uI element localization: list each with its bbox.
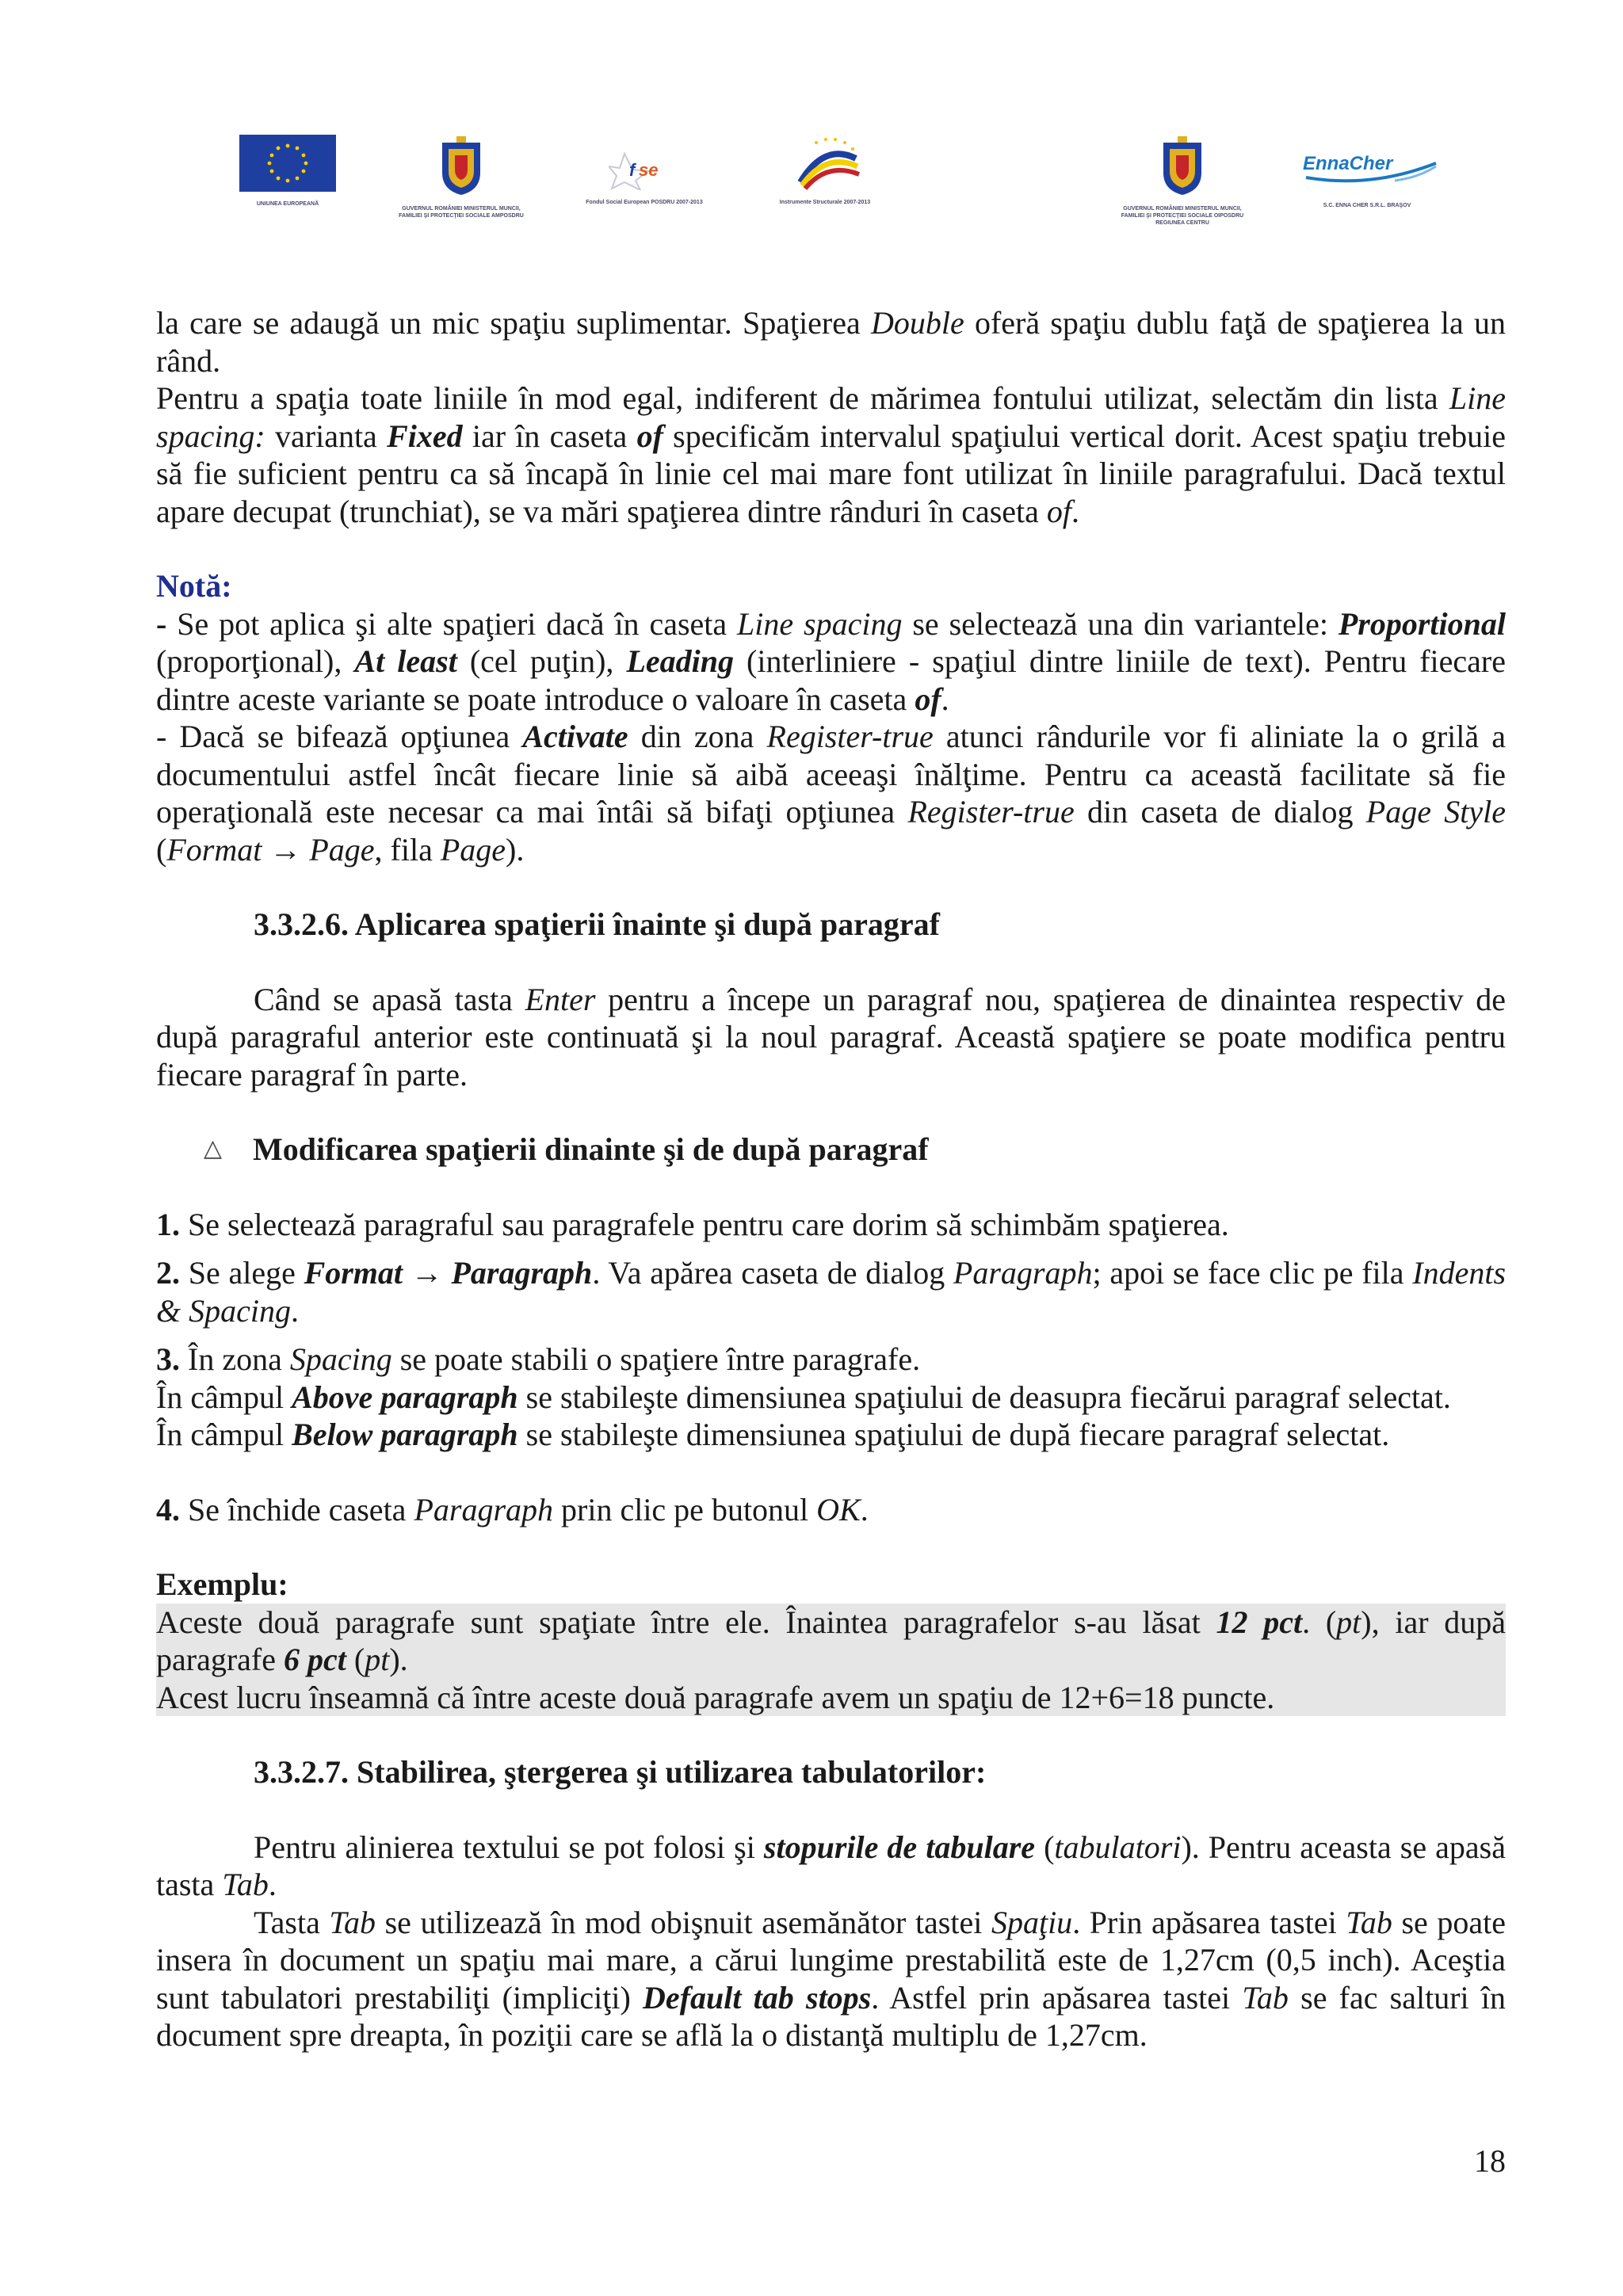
step-item: 3. În zona Spacing se poate stabili o spaţiere între paragrafe. xyxy=(156,1341,921,1377)
step-item: În câmpul Below paragraph se stabileşte dimensiunea spaţiului de după fiecare paragraf selectat. xyxy=(156,1417,1390,1452)
instrumente-structurale-logo xyxy=(779,135,876,206)
document-body xyxy=(156,304,1506,2054)
coat-of-arms-icon xyxy=(437,135,485,196)
logo-caption: GUVERNUL ROMÂNIEI MINISTERUL MUNCII, FAMILIEI ŞI PROTECŢIEI SOCIALE OIPOSDRU REGIUNEA CENTRU xyxy=(1121,206,1244,226)
example-box xyxy=(156,1604,1506,1717)
fse-icon xyxy=(609,151,680,190)
page-number: 18 xyxy=(1474,2143,1506,2179)
note-item: - Dacă se bifează opţiunea Activate din zona Register-true atunci rândurile vor fi aliniate la o grilă a documentului astfel încât fiecare linie să aibă aceeaşi înălţime. Pentru ca această facilitate să fie operaţională este necesar ca mai întâi să bifaţi opţiunea Register-true din caseta de dialog Page Style (Format → Page, fila Page). xyxy=(156,719,1506,868)
coat-of-arms-logo-2 xyxy=(1121,135,1254,227)
logo-caption: Fondul Social European POSDRU 2007-2013 xyxy=(586,200,703,205)
coat-of-arms-logo xyxy=(399,135,529,219)
logo-caption: Instrumente Structurale 2007-2013 xyxy=(779,200,871,205)
triangle-bullet-icon: △ xyxy=(204,1135,223,1161)
step-item: 1. Se selectează paragraful sau paragrafele pentru care dorim să schimbăm spaţierea. xyxy=(156,1206,1229,1242)
paragraph: Pentru a spaţia toate liniile în mod egal, indiferent de mărimea fontului utilizat, selectăm din lista Line spacing: varianta Fixed iar în caseta of specificăm intervalul spaţiului vertical dorit. Acest spaţiu trebuie să fie suficient pentru ca să încapă în linie cel mai mare font utilizat în liniile paragrafului. Dacă textul apare decupat (trunchiat), se va mări spaţierea dintre rânduri în caseta of. xyxy=(156,380,1507,529)
paragraph: Pentru alinierea textului se pot folosi şi stopurile de tabulare (tabulatori). Pentru aceasta se apasă tasta Tab. xyxy=(156,1829,1506,1902)
paragraph: Când se apasă tasta Enter pentru a începe un paragraf nou, spaţierea de dinaintea respectiv de după paragraful anterior este continuată şi la noul paragraf. Această spaţiere se poate modifica pentru fiecare paragraf în parte. xyxy=(156,981,1506,1093)
logo-caption: GUVERNUL ROMÂNIEI MINISTERUL MUNCII, FAMILIEI ŞI PROTECŢIEI SOCIALE AMPOSDRU xyxy=(399,206,524,219)
ennacher-logo xyxy=(1300,146,1442,209)
example-line: Aceste două paragrafe sunt spaţiate între ele. Înaintea paragrafelor s-au lăsat 12 pct. (pt), iar după paragrafe 6 pct (pt). xyxy=(156,1604,1507,1677)
step-item: În câmpul Above paragraph se stabileşte dimensiunea spaţiului de deasupra fiecărui paragraf selectat. xyxy=(156,1379,1451,1415)
logo-caption: S.C. ENNA CHER S.R.L. BRAŞOV xyxy=(1323,203,1411,208)
paragraph: Tasta Tab se utilizează în mod obişnuit asemănător tastei Spaţiu. Prin apăsarea tastei Tab se poate insera în document un spaţiu mai mare, a cărui lungime prestabilită este de 1,27cm (0,5 inch). Aceştia sunt tabulatori prestabiliţi (impliciţi) Default tab stops. Astfel prin apăsarea tastei Tab se fac salturi în document spre dreapta, în poziţii care se află la o distanţă multiplu de 1,27cm. xyxy=(156,1904,1507,2053)
svg-text:f: f xyxy=(629,160,636,180)
example-title: Exemplu: xyxy=(156,1566,288,1602)
ennacher-logo-text: EnnaCher xyxy=(1303,153,1393,174)
ennacher-icon xyxy=(1300,146,1442,193)
header-logos xyxy=(230,135,1482,261)
note-item: - Se pot aplica şi alte spaţieri dacă în caseta Line spacing se selectează una din variantele: Proportional (proporţional), At least (cel puţin), Leading (interliniere - spaţiul dintre liniile de text). Pentru fiecare dintre aceste variante se poate introduce o valoare în caseta of. xyxy=(156,605,1507,717)
section-heading: 3.3.2.6. Aplicarea spaţierii înainte şi după paragraf xyxy=(254,906,940,942)
logo-caption: UNIUNEA EUROPEANĂ xyxy=(256,201,319,207)
example-line: Acest lucru înseamnă că între aceste două paragrafe avem un spaţiu de 12+6=18 puncte. xyxy=(156,1679,1275,1715)
coat-of-arms-icon xyxy=(1159,135,1206,196)
paragraph: la care se adaugă un mic spaţiu suplimentar. Spaţierea Double oferă spaţiu dublu faţă de spaţierea la un rând. xyxy=(156,305,1506,379)
section-heading: 3.3.2.7. Stabilirea, ştergerea şi utilizarea tabulatorilor: xyxy=(254,1754,987,1790)
step-item: 2. Se alege Format → Paragraph. Va apărea caseta de dialog Paragraph; apoi se face clic pe fila Indents & Spacing. xyxy=(156,1255,1507,1329)
eu-flag-logo xyxy=(239,135,336,208)
subsection-heading: △ Modificarea spaţierii dinainte şi de după paragraf xyxy=(204,1131,929,1167)
step-item: 4. Se închide caseta Paragraph prin clic pe butonul OK. xyxy=(156,1491,869,1527)
fse-logo xyxy=(586,151,704,206)
instrumente-structurale-icon xyxy=(785,135,864,190)
svg-text:se: se xyxy=(639,160,659,180)
eu-flag-icon xyxy=(239,135,336,192)
note-title: Notă: xyxy=(156,568,232,604)
